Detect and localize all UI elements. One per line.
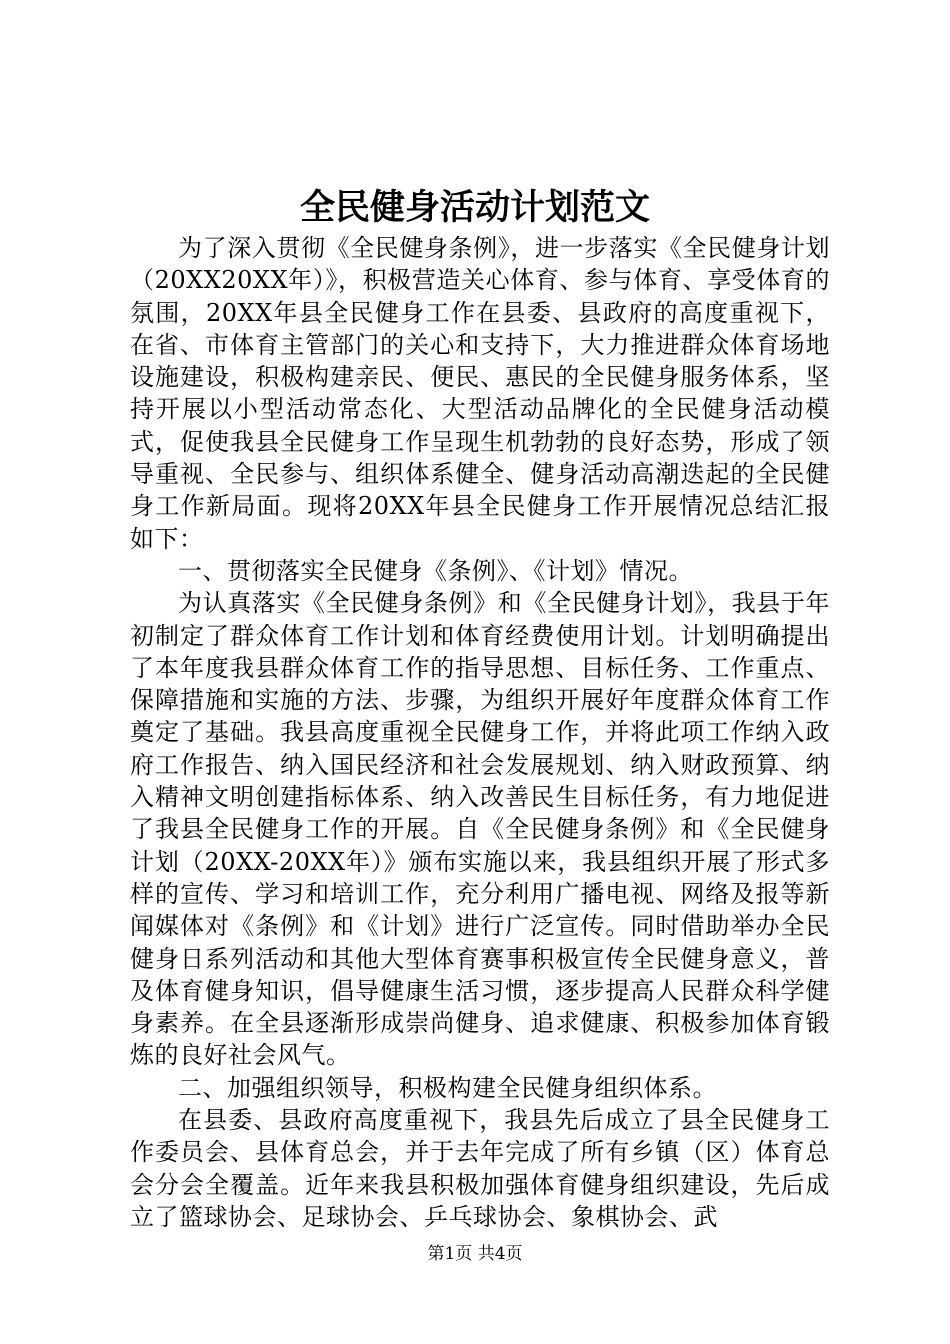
section-heading-1: 一、贯彻落实全民健身《条例》、《计划》情况。 bbox=[178, 556, 693, 585]
page-number-footer: 第1页 共4页 bbox=[427, 1244, 523, 1264]
intro-paragraph: 为了深入贯彻《全民健身条例》，进一步落实《全民健身计划（20XX20XX年）》，积极营造关心体育、参与体育、享受体育的氛围，20XX年县全民健身工作在县委、县政府的高度重视下，在省、市体育主管部门的关心和支持下，大力推进群众体育场地设施建设，积极构建亲民、便民、惠民的全民健身服务体系，坚持开展以小型活动常态化、大型活动品牌化的全民健身活动模式，促使我县全民健身工作呈现生机勃勃的良好态势，形成了领导重视、全民参与、组织体系健全、健身活动高潮迭起的全民健身工作新局面。现将20XX年县全民健身工作开展情况总结汇报如下： bbox=[130, 234, 830, 553]
section-heading-2: 二、加强组织领导，积极构建全民健身组织体系。 bbox=[178, 1073, 717, 1102]
document-title: 全民健身活动计划范文 bbox=[299, 187, 650, 228]
document-body bbox=[130, 232, 830, 1233]
section-1-paragraph: 为认真落实《全民健身条例》和《全民健身计划》，我县于年初制定了群众体育工作计划和体育经费使用计划。计划明确提出了本年度我县群众体育工作的指导思想、目标任务、工作重点、保障措施和实施的方法、步骤，为组织开展好年度群众体育工作奠定了基础。我县高度重视全民健身工作，并将此项工作纳入政府工作报告、纳入国民经济和社会发展规划、纳入财政预算、纳入精神文明创建指标体系、纳入改善民生目标任务，有力地促进了我县全民健身工作的开展。自《全民健身条例》和《全民健身计划（20XX-20XX年）》颁布实施以来，我县组织开展了形式多样的宣传、学习和培训工作，充分利用广播电视、网络及报等新闻媒体对《条例》和《计划》进行广泛宣传。同时借助举办全民健身日系列活动和其他大型体育赛事积极宣传全民健身意义，普及体育健身知识，倡导健康生活习惯，逐步提高人民群众科学健身素养。在全县逐渐形成崇尚健身、追求健康、积极参加体育锻炼的良好社会风气。 bbox=[130, 589, 830, 1070]
section-2-paragraph: 在县委、县政府高度重视下，我县先后成立了县全民健身工作委员会、县体育总会，并于去年完成了所有乡镇（区）体育总会分会全覆盖。近年来我县积极加强体育健身组织建设，先后成立了篮球协会、足球协会、乒乓球协会、象棋协会、武 bbox=[130, 1106, 830, 1231]
